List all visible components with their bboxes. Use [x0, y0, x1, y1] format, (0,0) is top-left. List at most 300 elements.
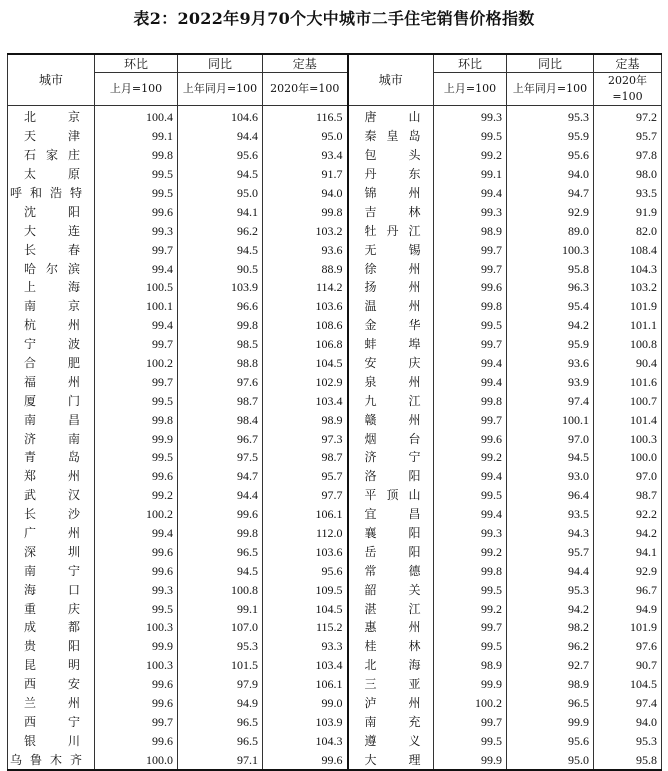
city-name: 乌鲁木齐	[10, 752, 82, 767]
right-yoy-value: 94.4	[507, 561, 594, 580]
left-mom-value: 99.5	[95, 391, 178, 410]
right-city-cell	[348, 637, 434, 656]
city-name: 银 川	[24, 733, 80, 748]
left-base-value: 95.7	[263, 467, 348, 486]
left-base-value: 108.6	[263, 316, 348, 335]
city-name: 九 江	[364, 393, 421, 408]
right-base-value: 97.8	[594, 146, 662, 165]
right-mom-value: 100.2	[434, 694, 507, 713]
right-mom-value: 99.6	[434, 429, 507, 448]
left-base-value: 98.9	[263, 410, 348, 429]
right-city-cell	[348, 713, 434, 732]
right-yoy-value: 97.0	[507, 429, 594, 448]
right-yoy-value: 94.2	[507, 316, 594, 335]
left-mom-value: 100.4	[95, 106, 178, 127]
city-name: 南 京	[24, 299, 80, 314]
left-base-value: 112.0	[263, 524, 348, 543]
table-row	[8, 675, 662, 694]
header-base-right: 定基	[594, 54, 662, 73]
right-yoy-value: 94.3	[507, 524, 594, 543]
table-row	[8, 429, 662, 448]
city-name: 安 庆	[364, 356, 421, 371]
city-name: 南 昌	[24, 412, 80, 427]
city-name: 赣 州	[364, 412, 421, 427]
right-mom-value: 99.9	[434, 675, 507, 694]
right-mom-value: 99.4	[434, 372, 507, 391]
right-base-value: 101.6	[594, 372, 662, 391]
left-city-cell	[8, 580, 95, 599]
left-yoy-value: 94.5	[178, 561, 263, 580]
right-mom-value: 99.8	[434, 561, 507, 580]
right-yoy-value: 96.3	[507, 278, 594, 297]
right-mom-value: 99.4	[434, 354, 507, 373]
city-name: 蚌 埠	[364, 337, 421, 352]
header-base-sub-right: 2020年=100	[594, 73, 662, 106]
city-name: 兰 州	[24, 696, 80, 711]
right-mom-value: 99.7	[434, 335, 507, 354]
left-mom-value: 99.7	[95, 372, 178, 391]
city-name: 南 宁	[24, 563, 80, 578]
left-base-value: 114.2	[263, 278, 348, 297]
right-city-cell	[348, 335, 434, 354]
right-yoy-value: 95.6	[507, 731, 594, 750]
left-city-cell	[8, 731, 95, 750]
left-mom-value: 99.9	[95, 637, 178, 656]
table-header	[8, 54, 662, 106]
left-city-cell	[8, 542, 95, 561]
right-mom-value: 99.5	[434, 580, 507, 599]
right-yoy-value: 95.9	[507, 335, 594, 354]
left-base-value: 115.2	[263, 618, 348, 637]
left-yoy-value: 99.8	[178, 524, 263, 543]
left-mom-value: 100.5	[95, 278, 178, 297]
left-city-cell	[8, 372, 95, 391]
city-name: 青 岛	[24, 450, 80, 465]
right-base-value: 101.9	[594, 297, 662, 316]
table-row	[8, 524, 662, 543]
city-name: 北 海	[364, 658, 421, 673]
right-mom-value: 99.2	[434, 146, 507, 165]
right-mom-value: 99.7	[434, 618, 507, 637]
city-name: 石家庄	[24, 148, 80, 163]
price-index-table	[7, 53, 662, 771]
left-yoy-value: 101.5	[178, 656, 263, 675]
left-yoy-value: 96.5	[178, 542, 263, 561]
left-city-cell	[8, 467, 95, 486]
left-yoy-value: 107.0	[178, 618, 263, 637]
city-name: 吉 林	[364, 204, 421, 219]
city-name: 扬 州	[364, 280, 421, 295]
left-mom-value: 100.3	[95, 656, 178, 675]
left-base-value: 97.7	[263, 486, 348, 505]
header-yoy: 同比	[178, 54, 263, 73]
right-yoy-value: 93.5	[507, 505, 594, 524]
left-city-cell	[8, 429, 95, 448]
city-name: 唐 山	[364, 110, 421, 125]
right-base-value: 101.9	[594, 618, 662, 637]
left-yoy-value: 99.8	[178, 316, 263, 335]
right-mom-value: 99.8	[434, 391, 507, 410]
left-city-cell	[8, 354, 95, 373]
header-mom: 环比	[95, 54, 178, 73]
city-name: 泉 州	[364, 374, 421, 389]
right-mom-value: 99.7	[434, 259, 507, 278]
left-city-cell	[8, 259, 95, 278]
right-city-cell	[348, 750, 434, 770]
table-row	[8, 542, 662, 561]
city-name: 上 海	[24, 280, 80, 295]
right-mom-value: 99.5	[434, 486, 507, 505]
city-name: 合 肥	[24, 356, 80, 371]
right-base-value: 108.4	[594, 240, 662, 259]
right-base-value: 104.5	[594, 675, 662, 694]
right-base-value: 101.1	[594, 316, 662, 335]
right-city-cell	[348, 448, 434, 467]
table-row	[8, 165, 662, 184]
left-base-value: 93.6	[263, 240, 348, 259]
left-mom-value: 99.3	[95, 580, 178, 599]
header-mom-sub: 上月=100	[95, 73, 178, 106]
table-row	[8, 278, 662, 297]
left-city-cell	[8, 278, 95, 297]
table-row	[8, 410, 662, 429]
city-name: 烟 台	[364, 431, 421, 446]
right-yoy-value: 93.6	[507, 354, 594, 373]
left-base-value: 106.1	[263, 505, 348, 524]
left-yoy-value: 103.9	[178, 278, 263, 297]
right-base-value: 95.3	[594, 731, 662, 750]
city-name: 惠 州	[364, 620, 421, 635]
left-base-value: 99.8	[263, 202, 348, 221]
left-city-cell	[8, 391, 95, 410]
right-city-cell	[348, 391, 434, 410]
right-base-value: 100.7	[594, 391, 662, 410]
left-mom-value: 99.6	[95, 561, 178, 580]
city-name: 韶 关	[364, 582, 421, 597]
left-mom-value: 99.6	[95, 202, 178, 221]
right-mom-value: 99.3	[434, 106, 507, 127]
left-mom-value: 100.2	[95, 505, 178, 524]
right-base-value: 97.6	[594, 637, 662, 656]
left-city-cell	[8, 505, 95, 524]
header-mom-sub-right: 上月=100	[434, 73, 507, 106]
city-name: 呼和浩特	[10, 186, 82, 200]
left-yoy-value: 96.6	[178, 297, 263, 316]
table-row	[8, 448, 662, 467]
left-yoy-value: 94.4	[178, 127, 263, 146]
left-yoy-value: 97.1	[178, 750, 263, 770]
city-name: 重 庆	[24, 601, 80, 616]
right-yoy-value: 95.6	[507, 146, 594, 165]
left-base-value: 102.9	[263, 372, 348, 391]
city-name: 大 连	[24, 223, 80, 238]
left-yoy-value: 96.7	[178, 429, 263, 448]
right-city-cell	[348, 694, 434, 713]
left-city-cell	[8, 694, 95, 713]
right-yoy-value: 95.7	[507, 542, 594, 561]
table-row	[8, 750, 662, 770]
right-city-cell	[348, 202, 434, 221]
left-mom-value: 99.8	[95, 410, 178, 429]
table-row	[8, 561, 662, 580]
left-mom-value: 99.6	[95, 731, 178, 750]
left-city-cell	[8, 316, 95, 335]
table-row	[8, 221, 662, 240]
table-row	[8, 618, 662, 637]
right-city-cell	[348, 297, 434, 316]
city-name: 西 宁	[24, 714, 80, 729]
right-mom-value: 99.4	[434, 467, 507, 486]
right-base-value: 98.0	[594, 165, 662, 184]
left-city-cell	[8, 184, 95, 203]
right-mom-value: 99.7	[434, 410, 507, 429]
right-city-cell	[348, 656, 434, 675]
left-city-cell	[8, 675, 95, 694]
city-name: 包 头	[364, 148, 421, 163]
right-city-cell	[348, 106, 434, 127]
left-base-value: 106.1	[263, 675, 348, 694]
right-mom-value: 99.2	[434, 448, 507, 467]
right-yoy-value: 95.4	[507, 297, 594, 316]
left-yoy-value: 94.5	[178, 165, 263, 184]
right-base-value: 92.2	[594, 505, 662, 524]
city-name: 宁 波	[24, 337, 80, 352]
left-mom-value: 99.7	[95, 240, 178, 259]
left-base-value: 103.9	[263, 713, 348, 732]
right-yoy-value: 95.3	[507, 106, 594, 127]
table-body	[8, 106, 662, 771]
city-name: 湛 江	[364, 601, 421, 616]
left-mom-value: 99.6	[95, 675, 178, 694]
right-city-cell	[348, 505, 434, 524]
left-mom-value: 100.2	[95, 354, 178, 373]
right-base-value: 100.3	[594, 429, 662, 448]
city-name: 哈尔滨	[24, 261, 80, 276]
right-mom-value: 99.3	[434, 202, 507, 221]
right-base-value: 95.7	[594, 127, 662, 146]
city-name: 秦皇岛	[364, 129, 421, 144]
left-base-value: 95.0	[263, 127, 348, 146]
right-city-cell	[348, 316, 434, 335]
left-city-cell	[8, 448, 95, 467]
left-base-value: 97.3	[263, 429, 348, 448]
left-base-value: 103.6	[263, 542, 348, 561]
city-name: 昆 明	[24, 658, 80, 673]
left-yoy-value: 97.6	[178, 372, 263, 391]
right-base-value: 91.9	[594, 202, 662, 221]
header-yoy-sub-right: 上年同月=100	[507, 73, 594, 106]
left-base-value: 93.4	[263, 146, 348, 165]
table-row	[8, 372, 662, 391]
right-city-cell	[348, 561, 434, 580]
city-name: 岳 阳	[364, 544, 421, 559]
left-mom-value: 99.5	[95, 184, 178, 203]
left-yoy-value: 90.5	[178, 259, 263, 278]
left-city-cell	[8, 637, 95, 656]
right-city-cell	[348, 467, 434, 486]
city-name: 徐 州	[364, 261, 421, 276]
table-row	[8, 467, 662, 486]
left-base-value: 109.5	[263, 580, 348, 599]
right-city-cell	[348, 486, 434, 505]
left-mom-value: 99.5	[95, 165, 178, 184]
right-yoy-value: 99.9	[507, 713, 594, 732]
right-base-value: 94.1	[594, 542, 662, 561]
right-yoy-value: 95.9	[507, 127, 594, 146]
right-city-cell	[348, 429, 434, 448]
table-row	[8, 731, 662, 750]
left-yoy-value: 96.5	[178, 713, 263, 732]
city-name: 海 口	[24, 582, 80, 597]
left-mom-value: 99.7	[95, 713, 178, 732]
left-yoy-value: 96.5	[178, 731, 263, 750]
right-base-value: 97.2	[594, 106, 662, 127]
city-name: 平顶山	[364, 488, 421, 503]
right-yoy-value: 100.1	[507, 410, 594, 429]
right-city-cell	[348, 580, 434, 599]
left-mom-value: 99.9	[95, 429, 178, 448]
left-yoy-value: 104.6	[178, 106, 263, 127]
city-name: 西 安	[24, 677, 80, 692]
header-base-sub: 2020年=100	[263, 73, 348, 106]
city-name: 宜 昌	[364, 507, 421, 522]
right-yoy-value: 98.9	[507, 675, 594, 694]
right-city-cell	[348, 731, 434, 750]
left-city-cell	[8, 202, 95, 221]
right-yoy-value: 94.5	[507, 448, 594, 467]
table-row	[8, 694, 662, 713]
right-yoy-value: 95.8	[507, 259, 594, 278]
left-city-cell	[8, 618, 95, 637]
right-yoy-value: 92.9	[507, 202, 594, 221]
right-base-value: 94.2	[594, 524, 662, 543]
table-row	[8, 297, 662, 316]
left-mom-value: 99.1	[95, 127, 178, 146]
left-mom-value: 99.6	[95, 467, 178, 486]
table-row	[8, 202, 662, 221]
left-mom-value: 100.0	[95, 750, 178, 770]
city-name: 济 宁	[364, 450, 421, 465]
city-name: 长 春	[24, 242, 80, 257]
right-mom-value: 99.9	[434, 750, 507, 770]
right-base-value: 94.0	[594, 713, 662, 732]
table-row	[8, 637, 662, 656]
right-yoy-value: 94.7	[507, 184, 594, 203]
table-row	[8, 486, 662, 505]
city-name: 北 京	[24, 110, 80, 125]
right-city-cell	[348, 240, 434, 259]
left-city-cell	[8, 335, 95, 354]
right-city-cell	[348, 372, 434, 391]
right-yoy-value: 95.0	[507, 750, 594, 770]
right-city-cell	[348, 599, 434, 618]
table-row	[8, 184, 662, 203]
right-yoy-value: 96.2	[507, 637, 594, 656]
right-mom-value: 99.4	[434, 184, 507, 203]
left-city-cell	[8, 221, 95, 240]
city-name: 济 南	[24, 431, 80, 446]
table-row	[8, 146, 662, 165]
left-yoy-value: 94.9	[178, 694, 263, 713]
right-city-cell	[348, 354, 434, 373]
left-city-cell	[8, 561, 95, 580]
city-name: 遵 义	[364, 733, 421, 748]
left-base-value: 94.0	[263, 184, 348, 203]
header-base: 定基	[263, 54, 348, 73]
right-base-value: 97.0	[594, 467, 662, 486]
city-name: 三 亚	[364, 677, 421, 692]
city-name: 牡丹江	[364, 223, 421, 238]
left-yoy-value: 94.7	[178, 467, 263, 486]
right-city-cell	[348, 524, 434, 543]
right-base-value: 100.8	[594, 335, 662, 354]
left-city-cell	[8, 486, 95, 505]
left-mom-value: 99.3	[95, 221, 178, 240]
city-name: 武 汉	[24, 488, 80, 503]
header-mom-right: 环比	[434, 54, 507, 73]
right-base-value: 101.4	[594, 410, 662, 429]
left-city-cell	[8, 165, 95, 184]
left-yoy-value: 94.5	[178, 240, 263, 259]
city-name: 大 理	[364, 752, 421, 767]
right-yoy-value: 96.4	[507, 486, 594, 505]
table-title: 表2：2022年9月70个大中城市二手住宅销售价格指数	[133, 9, 535, 28]
table-row	[8, 335, 662, 354]
left-base-value: 106.8	[263, 335, 348, 354]
left-yoy-value: 100.8	[178, 580, 263, 599]
left-city-cell	[8, 750, 95, 770]
city-name: 沈 阳	[24, 204, 80, 219]
right-yoy-value: 94.0	[507, 165, 594, 184]
right-city-cell	[348, 278, 434, 297]
city-name: 广 州	[24, 526, 80, 541]
right-mom-value: 99.5	[434, 637, 507, 656]
right-mom-value: 99.5	[434, 316, 507, 335]
left-city-cell	[8, 240, 95, 259]
right-city-cell	[348, 410, 434, 429]
right-yoy-value: 89.0	[507, 221, 594, 240]
table-row	[8, 599, 662, 618]
header-yoy-sub: 上年同月=100	[178, 73, 263, 106]
left-mom-value: 99.2	[95, 486, 178, 505]
right-city-cell	[348, 184, 434, 203]
city-name: 福 州	[24, 374, 80, 389]
left-base-value: 103.6	[263, 297, 348, 316]
right-mom-value: 98.9	[434, 656, 507, 675]
city-name: 温 州	[364, 299, 421, 314]
city-name: 成 都	[24, 620, 80, 635]
left-base-value: 95.6	[263, 561, 348, 580]
left-city-cell	[8, 524, 95, 543]
right-city-cell	[348, 221, 434, 240]
right-mom-value: 99.8	[434, 297, 507, 316]
right-mom-value: 99.2	[434, 542, 507, 561]
right-yoy-value: 96.5	[507, 694, 594, 713]
left-city-cell	[8, 146, 95, 165]
left-yoy-value: 98.4	[178, 410, 263, 429]
right-base-value: 82.0	[594, 221, 662, 240]
left-city-cell	[8, 410, 95, 429]
left-base-value: 103.4	[263, 656, 348, 675]
left-yoy-value: 94.1	[178, 202, 263, 221]
left-base-value: 99.6	[263, 750, 348, 770]
left-city-cell	[8, 656, 95, 675]
right-city-cell	[348, 146, 434, 165]
right-yoy-value: 100.3	[507, 240, 594, 259]
city-name: 天 津	[24, 129, 80, 144]
left-yoy-value: 99.1	[178, 599, 263, 618]
city-name: 杭 州	[24, 318, 80, 333]
